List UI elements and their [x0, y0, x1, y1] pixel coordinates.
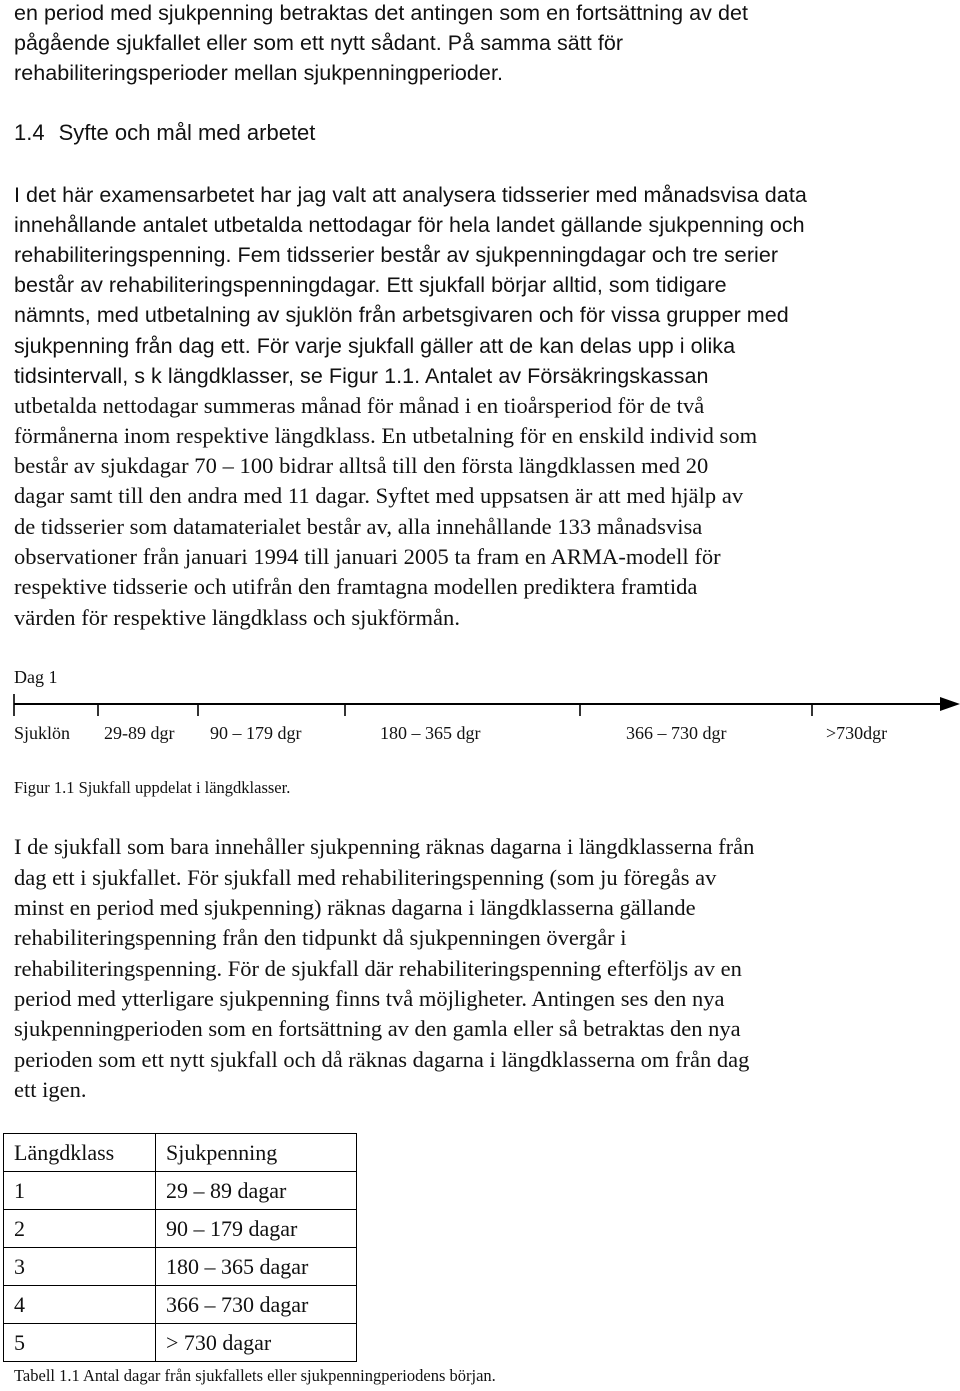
paragraph-line: period med ytterligare sjukpenning finns två möjligheter. Antingen ses den nya	[14, 986, 725, 1011]
timeline-arrowhead	[940, 697, 960, 711]
timeline-segment-3: 180 – 365 dgr	[380, 723, 481, 743]
paragraph-line: rehabiliteringspenning. Fem tidsserier består av sjukpenningdagar och tre serier	[14, 243, 779, 267]
section-heading	[14, 118, 315, 148]
paragraph-line: dag ett i sjukfallet. För sjukfall med rehabiliteringspenning (som ju föregås av	[14, 865, 717, 890]
table-cell: 5	[4, 1324, 156, 1362]
paragraph-line: rehabiliteringspenning. För de sjukfall där rehabiliteringspenning efterföljs av en	[14, 956, 742, 981]
sickness-timeline-figure	[0, 660, 960, 760]
table-header-cell: Sjukpenning	[156, 1134, 357, 1172]
section-title: Syfte och mål med arbetet	[58, 120, 316, 145]
timeline-segment-5: >730dgr	[826, 723, 888, 743]
table-row	[4, 1324, 357, 1362]
paragraph-line: ett igen.	[14, 1077, 87, 1102]
timeline-start-label: Dag 1	[14, 667, 58, 687]
table-row	[4, 1286, 357, 1324]
paragraph-line: minst en period med sjukpenning) räknas dagarna i längdklasserna gällande	[14, 895, 696, 920]
paragraph-line: sjukpenningperioden som en fortsättning av den gamla eller så betraktas den nya	[14, 1016, 741, 1041]
paragraph-line: rehabiliteringspenning från den tidpunkt då sjukpenningen övergår i	[14, 925, 627, 950]
paragraph-line: perioden som ett nytt sjukfall och då räknas dagarna i längdklasserna om från dag	[14, 1047, 750, 1072]
paragraph-line: består av sjukdagar 70 – 100 bidrar alltså till den första längdklassen med 20	[14, 453, 709, 478]
table-cell: > 730 dagar	[156, 1324, 357, 1362]
timeline-segment-2: 90 – 179 dgr	[210, 723, 302, 743]
intro-line: en period med sjukpenning betraktas det antingen som en fortsättning av det	[14, 1, 749, 25]
table-cell: 90 – 179 dagar	[156, 1210, 357, 1248]
paragraph-line: består av rehabiliteringspenningdagar. Ett sjukfall börjar alltid, som tidigare	[14, 273, 727, 297]
table-cell: 3	[4, 1248, 156, 1286]
paragraph-line: I de sjukfall som bara innehåller sjukpenning räknas dagarna i längdklasserna från	[14, 834, 755, 859]
table-row	[4, 1248, 357, 1286]
table-cell: 1	[4, 1172, 156, 1210]
paragraph-line: observationer från januari 1994 till januari 2005 ta fram en ARMA-modell för	[14, 544, 721, 569]
table-cell: 366 – 730 dagar	[156, 1286, 357, 1324]
figure-caption: Figur 1.1 Sjukfall uppdelat i längdklasser.	[14, 778, 291, 797]
paragraph-line: förmånerna inom respektive längdklass. En utbetalning för en enskild individ som	[14, 423, 758, 448]
paragraph-line: de tidsserier som datamaterialet består av, alla innehållande 133 månadsvisa	[14, 514, 703, 539]
timeline-segment-4: 366 – 730 dgr	[626, 723, 727, 743]
table-row	[4, 1210, 357, 1248]
table-cell: 4	[4, 1286, 156, 1324]
section-number: 1.4	[14, 120, 45, 145]
paragraph-line: utbetalda nettodagar summeras månad för månad i en tioårsperiod för de två	[14, 393, 705, 418]
table-cell: 29 – 89 dagar	[156, 1172, 357, 1210]
paragraph-line: dagar samt till den andra med 11 dagar. Syftet med uppsatsen är att med hjälp av	[14, 483, 744, 508]
table-header-cell: Längdklass	[4, 1134, 156, 1172]
intro-line: pågående sjukfallet eller som ett nytt sådant. På samma sätt för	[14, 31, 624, 55]
timeline-segment-1: 29-89 dgr	[104, 723, 175, 743]
paragraph-line: tidsintervall, s k längdklasser, se Figur 1.1. Antalet av Försäkringskassan	[14, 364, 709, 388]
table-cell: 180 – 365 dagar	[156, 1248, 357, 1286]
paragraph-line: värden för respektive längdklass och sjukförmån.	[14, 605, 461, 630]
timeline-axis	[0, 660, 960, 760]
table-row	[4, 1172, 357, 1210]
paragraph-line: sjukpenning från dag ett. För varje sjukfall gäller att de kan delas upp i olika	[14, 334, 736, 358]
intro-line: rehabiliteringsperioder mellan sjukpenningperioder.	[14, 61, 503, 85]
timeline-segment-sjuklon: Sjuklön	[14, 723, 71, 743]
table-cell: 2	[4, 1210, 156, 1248]
length-class-table	[3, 1133, 357, 1362]
paragraph-line: nämnts, med utbetalning av sjuklön från arbetsgivaren och för vissa grupper med	[14, 303, 789, 327]
paragraph-line: I det här examensarbetet har jag valt att analysera tidsserier med månadsvisa data	[14, 183, 807, 207]
table-caption: Tabell 1.1 Antal dagar från sjukfallets eller sjukpenningperiodens början.	[14, 1366, 496, 1385]
paragraph-line: innehållande antalet utbetalda nettodagar för hela landet gällande sjukpenning och	[14, 213, 805, 237]
paragraph-line: respektive tidsserie och utifrån den framtagna modellen prediktera framtida	[14, 574, 698, 599]
table-header-row	[4, 1134, 357, 1172]
